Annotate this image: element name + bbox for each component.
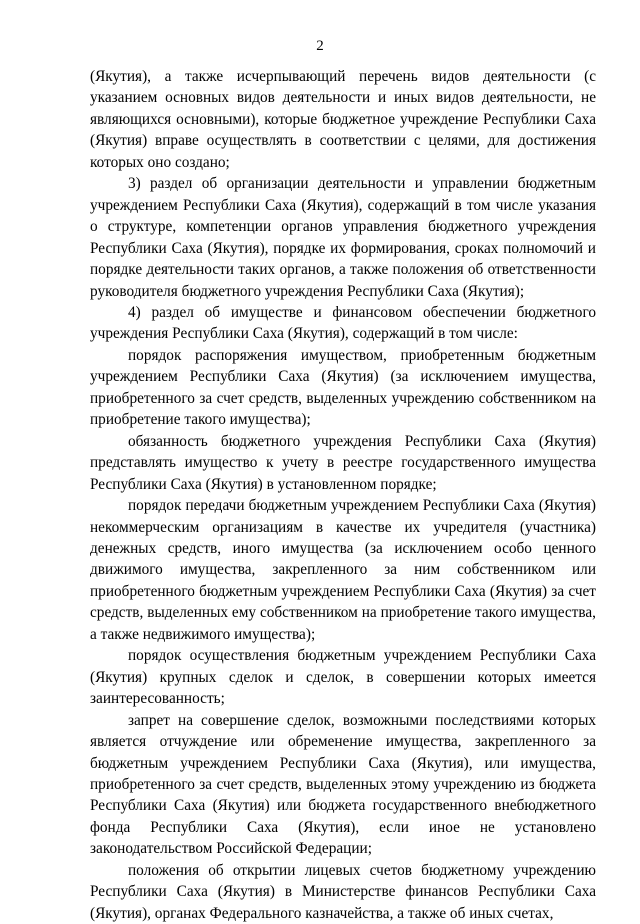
paragraph-section-4: 4) раздел об имуществе и финансовом обеспечении бюджетного учреждения Республики Саха (Якутия), содержащий в том числе:	[90, 303, 596, 343]
paragraph-accounts: положения об открытии лицевых счетов бюджетному учреждению Республики Саха (Якутия) в Министерстве финансов Республики Саха (Якутия), органах Федерального казначейства, а также об иных счетах,	[90, 861, 596, 922]
page-number: 2	[316, 38, 324, 54]
paragraph-major-transactions: порядок осуществления бюджетным учреждением Республики Саха (Якутия) крупных сделок и сделок, в совершении которых имеется заинтересованность;	[90, 647, 596, 708]
paragraph-transaction-ban: запрет на совершение сделок, возможными последствиями которых является отчуждение или обременение имущества, закрепленного за бюджетным учреждением Республики Саха (Якутия), или имущества, приобретенного за счет средств, выделенных этому учреждению из бюджета Республики Саха (Якутия) или бюджета государственного внебюджетного фонда Республики Саха (Якутия), если иное не установлено законодательством Российской Федерации;	[90, 711, 596, 858]
paragraph-transfer-to-nonprofits: порядок передачи бюджетным учреждением Республики Саха (Якутия) некоммерческим организациям в качестве их учредителя (участника) денежных средств, иного имущества (за исключением особо ценного движимого имущества, закрепленного за ним собственником или приобретенного бюджетным учреждением Республики Саха (Якутия) за счет средств, выделенных ему собственником на приобретение такого имущества, а также недвижимого имущества);	[90, 497, 596, 643]
paragraph-property-registry: обязанность бюджетного учреждения Республики Саха (Якутия) представлять имущество к учету в реестре государственного имущества Республики Саха (Якутия) в установленном порядке;	[90, 432, 596, 493]
paragraph-continuation: (Якутия), а также исчерпывающий перечень видов деятельности (с указанием основных видов деятельности и иных видов деятельности, не являющихся основными), которые бюджетное учреждение Республики Саха (Якутия) вправе осуществлять в соответствии с целями, для достижения которых оно создано;	[90, 68, 596, 171]
paragraph-section-3: 3) раздел об организации деятельности и управлении бюджетным учреждением Республики Саха (Якутия), содержащий в том числе указания о структуре, компетенции органов управления бюджетного учреждения Республики Саха (Якутия), порядке их формирования, сроках полномочий и порядке деятельности таких органов, а также положения об ответственности руководителя бюджетного учреждения Республики Саха (Якутия);	[90, 175, 596, 300]
paragraph-property-disposal: порядок распоряжения имуществом, приобретенным бюджетным учреждением Республики Саха (Якутия) (за исключением имущества, приобретенного за счет средств, выделенных учреждению собственником на приобретение такого имущества);	[90, 346, 596, 429]
document-body	[90, 66, 596, 924]
